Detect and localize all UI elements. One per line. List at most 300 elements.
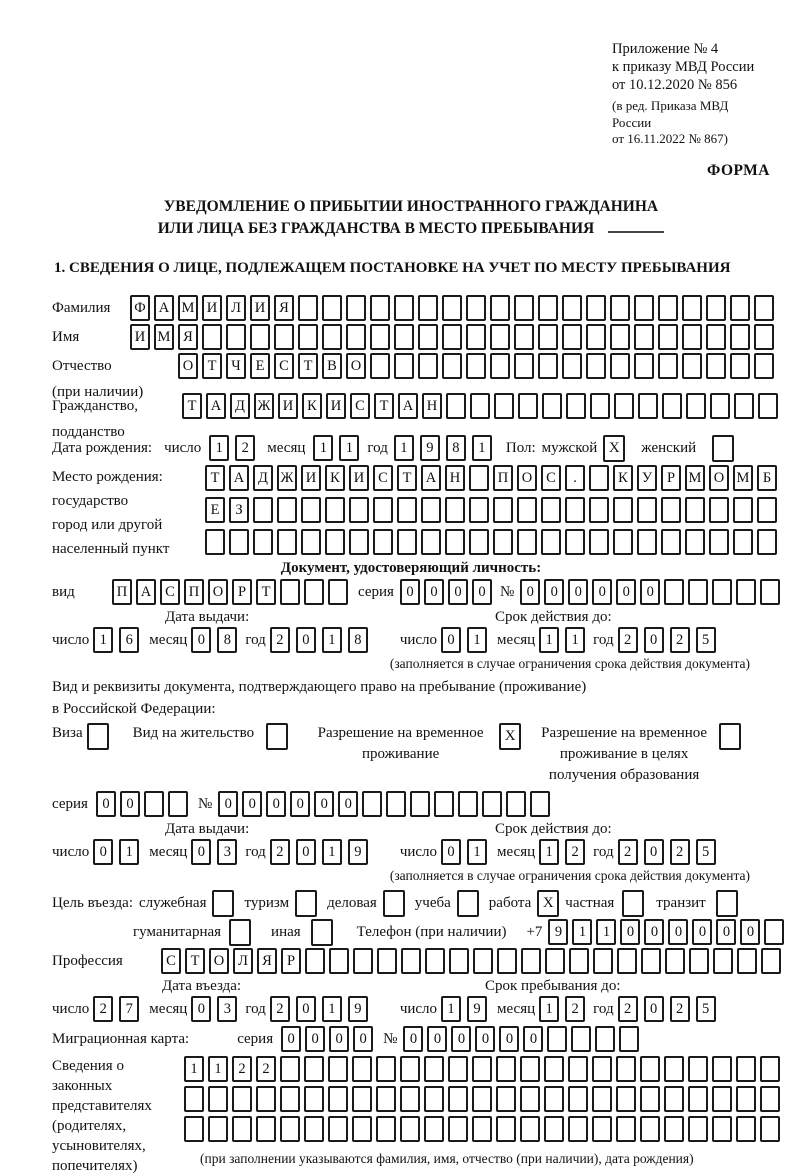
char-cell[interactable]	[280, 579, 300, 605]
char-cell[interactable]: 0	[441, 839, 461, 865]
char-cell[interactable]	[425, 948, 445, 974]
char-cell[interactable]	[346, 324, 366, 350]
char-cell[interactable]	[706, 353, 726, 379]
char-cell[interactable]	[541, 497, 561, 523]
char-cell[interactable]	[349, 529, 369, 555]
char-cell[interactable]	[764, 919, 784, 945]
char-cell[interactable]	[757, 529, 777, 555]
char-cell[interactable]	[506, 791, 526, 817]
char-cell[interactable]	[637, 497, 657, 523]
char-cell[interactable]: А	[136, 579, 156, 605]
char-cell[interactable]	[421, 497, 441, 523]
char-cell[interactable]	[562, 295, 582, 321]
char-cell[interactable]	[760, 1086, 780, 1112]
char-cell[interactable]	[277, 529, 297, 555]
char-cell[interactable]	[304, 1056, 324, 1082]
char-cell[interactable]: 2	[232, 1056, 252, 1082]
char-cell[interactable]	[538, 295, 558, 321]
purpose-other-checkbox[interactable]	[311, 919, 333, 946]
char-cell[interactable]	[418, 324, 438, 350]
char-cell[interactable]: С	[373, 465, 393, 491]
char-cell[interactable]	[253, 529, 273, 555]
char-cell[interactable]	[737, 948, 757, 974]
char-cell[interactable]: 0	[644, 996, 664, 1022]
char-cell[interactable]	[614, 393, 634, 419]
char-cell[interactable]	[520, 1056, 540, 1082]
char-cell[interactable]	[449, 948, 469, 974]
char-cell[interactable]: Н	[445, 465, 465, 491]
char-cell[interactable]	[685, 497, 705, 523]
char-cell[interactable]: 2	[670, 627, 690, 653]
char-cell[interactable]	[544, 1116, 564, 1142]
char-cell[interactable]: О	[517, 465, 537, 491]
char-cell[interactable]	[544, 1056, 564, 1082]
char-cell[interactable]	[760, 1116, 780, 1142]
char-cell[interactable]	[401, 948, 421, 974]
char-cell[interactable]	[736, 579, 756, 605]
char-cell[interactable]: 0	[281, 1026, 301, 1052]
char-cell[interactable]	[664, 1116, 684, 1142]
char-cell[interactable]	[448, 1086, 468, 1112]
char-cell[interactable]	[298, 295, 318, 321]
char-cell[interactable]	[688, 579, 708, 605]
char-cell[interactable]: 5	[696, 627, 716, 653]
char-cell[interactable]	[658, 353, 678, 379]
char-cell[interactable]: 1	[313, 435, 333, 461]
char-cell[interactable]: Е	[205, 497, 225, 523]
char-cell[interactable]	[280, 1086, 300, 1112]
char-cell[interactable]	[256, 1086, 276, 1112]
char-cell[interactable]	[274, 324, 294, 350]
char-cell[interactable]: 0	[266, 791, 286, 817]
char-cell[interactable]: Т	[298, 353, 318, 379]
char-cell[interactable]	[634, 324, 654, 350]
char-cell[interactable]	[736, 1056, 756, 1082]
char-cell[interactable]	[482, 791, 502, 817]
char-cell[interactable]: 2	[670, 996, 690, 1022]
char-cell[interactable]: Я	[257, 948, 277, 974]
char-cell[interactable]	[658, 324, 678, 350]
char-cell[interactable]	[424, 1116, 444, 1142]
char-cell[interactable]	[373, 497, 393, 523]
char-cell[interactable]: И	[326, 393, 346, 419]
char-cell[interactable]	[418, 295, 438, 321]
char-cell[interactable]	[547, 1026, 567, 1052]
char-cell[interactable]	[641, 948, 661, 974]
char-cell[interactable]: 9	[420, 435, 440, 461]
char-cell[interactable]	[685, 529, 705, 555]
char-cell[interactable]	[496, 1116, 516, 1142]
purpose-work-checkbox[interactable]: X	[537, 890, 559, 917]
char-cell[interactable]	[424, 1086, 444, 1112]
char-cell[interactable]: 0	[296, 627, 316, 653]
char-cell[interactable]: И	[278, 393, 298, 419]
char-cell[interactable]	[664, 1056, 684, 1082]
char-cell[interactable]	[496, 1086, 516, 1112]
char-cell[interactable]	[593, 948, 613, 974]
purpose-tourism-checkbox[interactable]	[295, 890, 317, 917]
char-cell[interactable]	[592, 1116, 612, 1142]
char-cell[interactable]	[688, 1116, 708, 1142]
residence-permit-checkbox[interactable]	[266, 723, 288, 750]
char-cell[interactable]	[362, 791, 382, 817]
char-cell[interactable]	[445, 497, 465, 523]
char-cell[interactable]	[442, 324, 462, 350]
char-cell[interactable]	[473, 948, 493, 974]
char-cell[interactable]	[376, 1056, 396, 1082]
char-cell[interactable]: К	[325, 465, 345, 491]
char-cell[interactable]: 0	[191, 839, 211, 865]
char-cell[interactable]	[754, 353, 774, 379]
char-cell[interactable]	[370, 353, 390, 379]
char-cell[interactable]	[761, 948, 781, 974]
char-cell[interactable]: 0	[448, 579, 468, 605]
char-cell[interactable]: 0	[523, 1026, 543, 1052]
char-cell[interactable]: 2	[256, 1056, 276, 1082]
char-cell[interactable]	[760, 1056, 780, 1082]
char-cell[interactable]	[496, 1056, 516, 1082]
char-cell[interactable]	[352, 1086, 372, 1112]
char-cell[interactable]: 0	[338, 791, 358, 817]
char-cell[interactable]: И	[349, 465, 369, 491]
char-cell[interactable]: 0	[472, 579, 492, 605]
char-cell[interactable]	[469, 529, 489, 555]
char-cell[interactable]: 5	[696, 996, 716, 1022]
char-cell[interactable]: О	[208, 579, 228, 605]
char-cell[interactable]	[760, 579, 780, 605]
char-cell[interactable]	[370, 324, 390, 350]
char-cell[interactable]: О	[178, 353, 198, 379]
char-cell[interactable]: 0	[544, 579, 564, 605]
char-cell[interactable]	[202, 324, 222, 350]
char-cell[interactable]	[400, 1086, 420, 1112]
char-cell[interactable]	[754, 295, 774, 321]
char-cell[interactable]	[446, 393, 466, 419]
char-cell[interactable]	[530, 791, 550, 817]
char-cell[interactable]	[640, 1086, 660, 1112]
char-cell[interactable]: 0	[592, 579, 612, 605]
char-cell[interactable]: Л	[226, 295, 246, 321]
char-cell[interactable]	[640, 1116, 660, 1142]
char-cell[interactable]	[544, 1086, 564, 1112]
char-cell[interactable]: И	[130, 324, 150, 350]
char-cell[interactable]	[682, 295, 702, 321]
char-cell[interactable]: А	[206, 393, 226, 419]
char-cell[interactable]	[616, 1086, 636, 1112]
char-cell[interactable]: 0	[353, 1026, 373, 1052]
char-cell[interactable]	[184, 1116, 204, 1142]
char-cell[interactable]	[569, 948, 589, 974]
char-cell[interactable]	[493, 497, 513, 523]
char-cell[interactable]: 1	[209, 435, 229, 461]
char-cell[interactable]: 9	[467, 996, 487, 1022]
char-cell[interactable]	[304, 1116, 324, 1142]
char-cell[interactable]	[514, 353, 534, 379]
char-cell[interactable]	[758, 393, 778, 419]
char-cell[interactable]	[610, 324, 630, 350]
char-cell[interactable]	[586, 324, 606, 350]
char-cell[interactable]	[400, 1116, 420, 1142]
char-cell[interactable]	[304, 1086, 324, 1112]
char-cell[interactable]: В	[322, 353, 342, 379]
char-cell[interactable]: М	[733, 465, 753, 491]
char-cell[interactable]	[490, 295, 510, 321]
char-cell[interactable]	[586, 353, 606, 379]
char-cell[interactable]	[394, 295, 414, 321]
char-cell[interactable]: 0	[740, 919, 760, 945]
char-cell[interactable]: 0	[640, 579, 660, 605]
purpose-business-checkbox[interactable]	[383, 890, 405, 917]
char-cell[interactable]	[689, 948, 709, 974]
char-cell[interactable]	[376, 1086, 396, 1112]
char-cell[interactable]: О	[709, 465, 729, 491]
char-cell[interactable]: А	[398, 393, 418, 419]
char-cell[interactable]	[634, 353, 654, 379]
char-cell[interactable]: Р	[281, 948, 301, 974]
char-cell[interactable]	[305, 948, 325, 974]
char-cell[interactable]	[448, 1116, 468, 1142]
char-cell[interactable]	[298, 324, 318, 350]
char-cell[interactable]	[568, 1086, 588, 1112]
char-cell[interactable]: М	[685, 465, 705, 491]
char-cell[interactable]: И	[202, 295, 222, 321]
char-cell[interactable]: 2	[618, 996, 638, 1022]
char-cell[interactable]: О	[346, 353, 366, 379]
purpose-transit-checkbox[interactable]	[716, 890, 738, 917]
char-cell[interactable]	[661, 497, 681, 523]
char-cell[interactable]	[661, 529, 681, 555]
char-cell[interactable]	[688, 1086, 708, 1112]
char-cell[interactable]: Я	[178, 324, 198, 350]
char-cell[interactable]	[352, 1116, 372, 1142]
char-cell[interactable]: 2	[565, 996, 585, 1022]
char-cell[interactable]	[638, 393, 658, 419]
char-cell[interactable]: 2	[618, 839, 638, 865]
char-cell[interactable]	[328, 579, 348, 605]
char-cell[interactable]	[610, 295, 630, 321]
char-cell[interactable]	[448, 1056, 468, 1082]
char-cell[interactable]	[589, 497, 609, 523]
char-cell[interactable]: 0	[716, 919, 736, 945]
char-cell[interactable]	[592, 1086, 612, 1112]
char-cell[interactable]: Т	[185, 948, 205, 974]
char-cell[interactable]	[472, 1056, 492, 1082]
char-cell[interactable]	[400, 1056, 420, 1082]
char-cell[interactable]: 6	[119, 627, 139, 653]
char-cell[interactable]	[442, 295, 462, 321]
char-cell[interactable]	[566, 393, 586, 419]
char-cell[interactable]	[619, 1026, 639, 1052]
char-cell[interactable]: 0	[329, 1026, 349, 1052]
sex-male-checkbox[interactable]: X	[603, 435, 625, 462]
char-cell[interactable]: Ж	[277, 465, 297, 491]
char-cell[interactable]: 0	[616, 579, 636, 605]
char-cell[interactable]: 0	[692, 919, 712, 945]
char-cell[interactable]	[664, 1086, 684, 1112]
char-cell[interactable]	[733, 497, 753, 523]
char-cell[interactable]	[466, 324, 486, 350]
char-cell[interactable]	[521, 948, 541, 974]
char-cell[interactable]: 0	[644, 627, 664, 653]
char-cell[interactable]: 1	[472, 435, 492, 461]
char-cell[interactable]	[710, 393, 730, 419]
char-cell[interactable]	[518, 393, 538, 419]
char-cell[interactable]	[394, 324, 414, 350]
char-cell[interactable]	[325, 497, 345, 523]
char-cell[interactable]: 0	[644, 919, 664, 945]
char-cell[interactable]	[517, 529, 537, 555]
char-cell[interactable]	[730, 295, 750, 321]
char-cell[interactable]: Т	[397, 465, 417, 491]
char-cell[interactable]: 0	[441, 627, 461, 653]
char-cell[interactable]	[682, 353, 702, 379]
char-cell[interactable]: С	[541, 465, 561, 491]
char-cell[interactable]: 2	[270, 627, 290, 653]
char-cell[interactable]	[571, 1026, 591, 1052]
char-cell[interactable]: 0	[644, 839, 664, 865]
char-cell[interactable]	[346, 295, 366, 321]
char-cell[interactable]: 0	[191, 627, 211, 653]
char-cell[interactable]	[421, 529, 441, 555]
char-cell[interactable]: 1	[322, 996, 342, 1022]
char-cell[interactable]: Л	[233, 948, 253, 974]
char-cell[interactable]: 1	[322, 839, 342, 865]
char-cell[interactable]: 8	[348, 627, 368, 653]
char-cell[interactable]	[322, 295, 342, 321]
char-cell[interactable]: 9	[348, 996, 368, 1022]
char-cell[interactable]: У	[637, 465, 657, 491]
char-cell[interactable]: 0	[620, 919, 640, 945]
char-cell[interactable]: П	[184, 579, 204, 605]
char-cell[interactable]	[589, 529, 609, 555]
char-cell[interactable]: 0	[191, 996, 211, 1022]
char-cell[interactable]	[472, 1086, 492, 1112]
char-cell[interactable]: 0	[520, 579, 540, 605]
char-cell[interactable]: М	[178, 295, 198, 321]
edu-permit-checkbox[interactable]	[719, 723, 741, 750]
char-cell[interactable]: 8	[446, 435, 466, 461]
char-cell[interactable]: А	[421, 465, 441, 491]
char-cell[interactable]	[490, 353, 510, 379]
char-cell[interactable]	[397, 529, 417, 555]
char-cell[interactable]: 0	[93, 839, 113, 865]
char-cell[interactable]: 0	[668, 919, 688, 945]
char-cell[interactable]	[280, 1116, 300, 1142]
char-cell[interactable]	[458, 791, 478, 817]
char-cell[interactable]	[424, 1056, 444, 1082]
char-cell[interactable]	[250, 324, 270, 350]
char-cell[interactable]: 1	[539, 996, 559, 1022]
char-cell[interactable]	[301, 497, 321, 523]
char-cell[interactable]	[736, 1116, 756, 1142]
char-cell[interactable]	[613, 529, 633, 555]
char-cell[interactable]: 0	[314, 791, 334, 817]
char-cell[interactable]: П	[112, 579, 132, 605]
char-cell[interactable]: С	[160, 579, 180, 605]
char-cell[interactable]	[397, 497, 417, 523]
char-cell[interactable]: К	[613, 465, 633, 491]
char-cell[interactable]	[565, 497, 585, 523]
char-cell[interactable]: 1	[119, 839, 139, 865]
char-cell[interactable]	[442, 353, 462, 379]
char-cell[interactable]	[328, 1056, 348, 1082]
char-cell[interactable]: Я	[274, 295, 294, 321]
char-cell[interactable]: Р	[661, 465, 681, 491]
char-cell[interactable]	[205, 529, 225, 555]
char-cell[interactable]	[208, 1086, 228, 1112]
char-cell[interactable]: 1	[208, 1056, 228, 1082]
char-cell[interactable]: 0	[424, 579, 444, 605]
char-cell[interactable]	[610, 353, 630, 379]
char-cell[interactable]: 0	[499, 1026, 519, 1052]
char-cell[interactable]	[545, 948, 565, 974]
char-cell[interactable]: С	[161, 948, 181, 974]
char-cell[interactable]	[658, 295, 678, 321]
char-cell[interactable]	[686, 393, 706, 419]
char-cell[interactable]: 1	[467, 839, 487, 865]
char-cell[interactable]	[730, 324, 750, 350]
char-cell[interactable]: 1	[339, 435, 359, 461]
char-cell[interactable]	[469, 497, 489, 523]
char-cell[interactable]	[232, 1086, 252, 1112]
char-cell[interactable]: 7	[119, 996, 139, 1022]
char-cell[interactable]	[517, 497, 537, 523]
char-cell[interactable]	[709, 497, 729, 523]
char-cell[interactable]	[730, 353, 750, 379]
char-cell[interactable]: К	[302, 393, 322, 419]
char-cell[interactable]	[706, 295, 726, 321]
char-cell[interactable]	[394, 353, 414, 379]
char-cell[interactable]	[688, 1056, 708, 1082]
char-cell[interactable]	[144, 791, 164, 817]
char-cell[interactable]: 0	[296, 839, 316, 865]
char-cell[interactable]	[253, 497, 273, 523]
char-cell[interactable]: 1	[394, 435, 414, 461]
char-cell[interactable]	[682, 324, 702, 350]
char-cell[interactable]	[712, 1086, 732, 1112]
char-cell[interactable]	[634, 295, 654, 321]
char-cell[interactable]: 0	[305, 1026, 325, 1052]
char-cell[interactable]	[592, 1056, 612, 1082]
char-cell[interactable]: П	[493, 465, 513, 491]
char-cell[interactable]	[377, 948, 397, 974]
temp-permit-checkbox[interactable]: X	[499, 723, 521, 750]
sex-female-checkbox[interactable]	[712, 435, 734, 462]
char-cell[interactable]	[662, 393, 682, 419]
char-cell[interactable]: 1	[596, 919, 616, 945]
char-cell[interactable]	[328, 1086, 348, 1112]
char-cell[interactable]: .	[565, 465, 585, 491]
char-cell[interactable]	[665, 948, 685, 974]
char-cell[interactable]: Н	[422, 393, 442, 419]
char-cell[interactable]: 1	[93, 627, 113, 653]
char-cell[interactable]	[353, 948, 373, 974]
char-cell[interactable]: И	[250, 295, 270, 321]
char-cell[interactable]	[256, 1116, 276, 1142]
char-cell[interactable]: Р	[232, 579, 252, 605]
char-cell[interactable]: 0	[568, 579, 588, 605]
char-cell[interactable]	[617, 948, 637, 974]
char-cell[interactable]	[709, 529, 729, 555]
char-cell[interactable]	[590, 393, 610, 419]
char-cell[interactable]: 0	[475, 1026, 495, 1052]
purpose-official-checkbox[interactable]	[212, 890, 234, 917]
char-cell[interactable]	[322, 324, 342, 350]
char-cell[interactable]: 9	[548, 919, 568, 945]
char-cell[interactable]: 5	[696, 839, 716, 865]
char-cell[interactable]: Т	[374, 393, 394, 419]
char-cell[interactable]: 9	[348, 839, 368, 865]
